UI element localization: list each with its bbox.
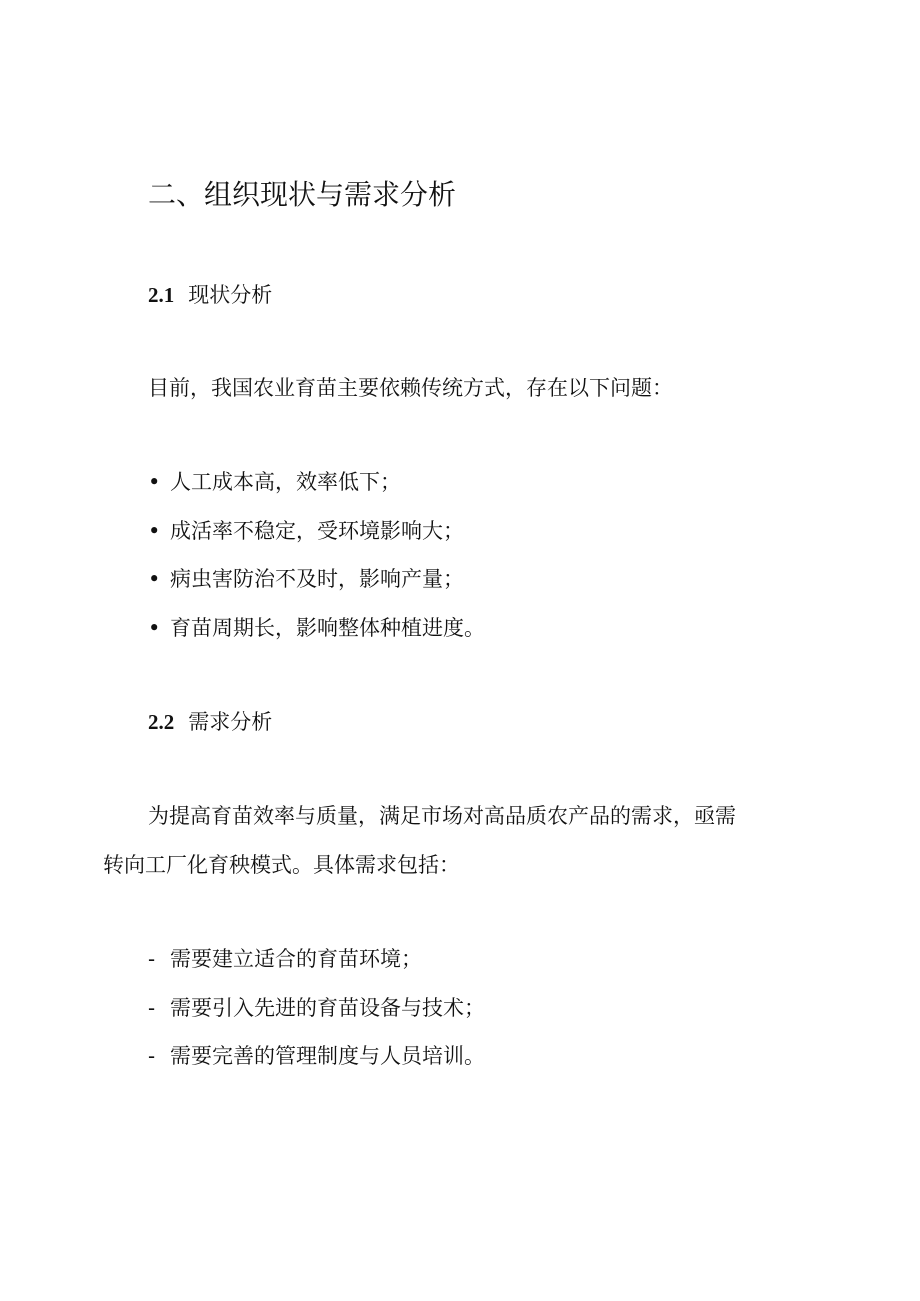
list-item — [148, 564, 464, 594]
bullet-marker: • — [148, 470, 161, 494]
dash-marker: - — [148, 947, 156, 971]
list-item — [148, 467, 401, 497]
list-item-text: 人工成本高，效率低下； — [170, 470, 401, 494]
list-item — [148, 993, 485, 1023]
dash-marker: - — [148, 996, 156, 1020]
intro-paragraph: 目前，我国农业育苗主要依赖传统方式，存在以下问题： — [148, 376, 673, 400]
list-item-text: 育苗周期长，影响整体种植进度。 — [170, 616, 485, 640]
demand-paragraph-line-2: 转向工厂化育秧模式。具体需求包括： — [103, 853, 460, 877]
subheading-number: 2.2 — [148, 710, 175, 734]
list-item — [148, 613, 485, 643]
list-item-text: 需要建立适合的育苗环境； — [170, 947, 422, 971]
bullet-marker: • — [148, 616, 161, 640]
list-item-text: 需要完善的管理制度与人员培训。 — [170, 1044, 485, 1068]
subheading-demand — [148, 707, 272, 737]
list-item — [148, 1041, 485, 1071]
demand-paragraph-line-1: 为提高育苗效率与质量，满足市场对高品质农产品的需求，亟需 — [148, 804, 736, 828]
subheading-text: 现状分析 — [188, 283, 273, 307]
list-item — [148, 944, 422, 974]
subheading-current-status — [148, 280, 272, 310]
dash-marker: - — [148, 1044, 156, 1068]
list-item-text: 病虫害防治不及时，影响产量； — [170, 567, 464, 591]
section-title: 二、组织现状与需求分析 — [148, 178, 457, 211]
subheading-text: 需求分析 — [188, 710, 273, 734]
list-item — [148, 516, 464, 546]
bullet-marker: • — [148, 519, 161, 543]
list-item-text: 成活率不稳定，受环境影响大； — [170, 519, 464, 543]
subheading-number: 2.1 — [148, 283, 175, 307]
bullet-marker: • — [148, 567, 161, 591]
list-item-text: 需要引入先进的育苗设备与技术； — [170, 996, 485, 1020]
